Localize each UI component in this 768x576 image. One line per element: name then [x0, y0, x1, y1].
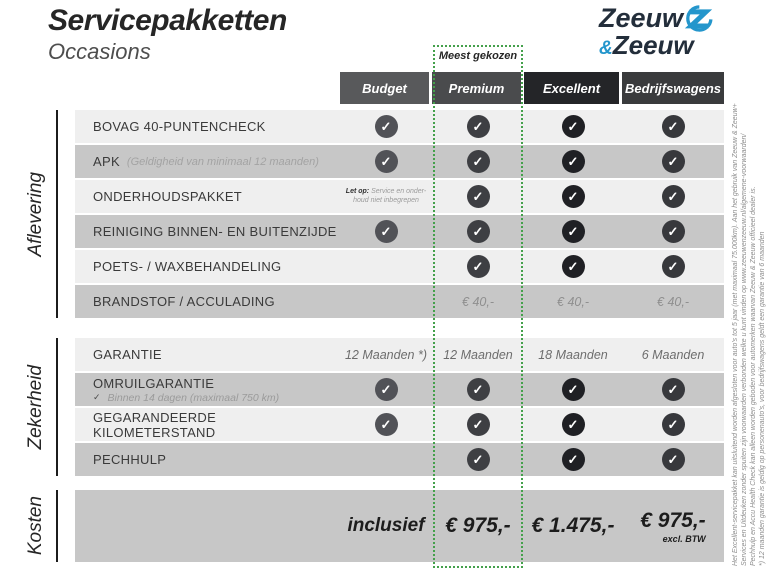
footnote-line: Pechhulp en Accu Health Check kan alleen worden geboden voor automerken waarvan Zeeuw & Zeeuw officieel dealer is. — [750, 186, 757, 566]
budget-note: Let op: Service en onder- houd niet inbegrepen — [345, 188, 427, 204]
cost-btw-note: excl. BTW — [662, 533, 706, 544]
row-label: OMRUILGARANTIE ✓ Binnen 14 dagen (maximaal 750 km) — [93, 375, 280, 404]
table-header — [75, 72, 724, 104]
check-icon: ✓ — [467, 220, 490, 243]
row-label: POETS- / WAXBEHANDELING — [93, 259, 282, 274]
section-gap — [75, 320, 724, 338]
check-icon: ✓ — [562, 378, 585, 401]
table-row-kosten — [75, 490, 724, 562]
brand-logo — [599, 5, 715, 58]
check-icon: ✓ — [662, 448, 685, 471]
check-icon: ✓ — [562, 255, 585, 278]
section-label-kosten: Kosten — [16, 490, 58, 562]
table-row-pechhulp — [75, 443, 724, 476]
logo-text-bottom: Zeeuw — [612, 30, 694, 60]
check-icon: ✓ — [562, 448, 585, 471]
footnote — [731, 60, 767, 566]
cost-premium: € 975,- — [445, 514, 511, 537]
cell-value: 6 Maanden — [641, 347, 705, 362]
column-header-budget: Budget — [340, 72, 429, 104]
table-row-omruilgarantie — [75, 373, 724, 406]
check-icon: ✓ — [467, 255, 490, 278]
check-icon: ✓ — [375, 150, 398, 173]
check-icon: ✓ — [375, 220, 398, 243]
row-label: PECHHULP — [93, 452, 167, 467]
row-label: BOVAG 40-PUNTENCHECK — [93, 119, 266, 134]
check-icon: ✓ — [662, 378, 685, 401]
check-icon: ✓ — [562, 220, 585, 243]
check-icon: ✓ — [467, 378, 490, 401]
footnote-line: *) 12 maanden garantie is geldig op personenauto's, voor bedrijfswagens geldt een garantie van 6 maanden — [759, 231, 766, 566]
title-block — [48, 4, 287, 65]
check-icon: ✓ — [93, 392, 101, 402]
table-row-brandstof — [75, 285, 724, 318]
section-label-zekerheid: Zekerheid — [16, 338, 58, 476]
check-icon: ✓ — [467, 150, 490, 173]
cost-inclusief: inclusief — [347, 515, 425, 536]
check-icon: ✓ — [467, 115, 490, 138]
check-icon: ✓ — [662, 185, 685, 208]
table-row-reiniging — [75, 215, 724, 248]
logo-ampersand: & — [599, 38, 613, 59]
row-label: BRANDSTOF / ACCULADING — [93, 294, 275, 309]
meest-gekozen-badge: Meest gekozen — [438, 50, 518, 62]
cost-bedrijfswagens: € 975,- — [640, 508, 706, 532]
check-icon: ✓ — [467, 448, 490, 471]
section-gap — [75, 478, 724, 490]
row-label: GARANTIE — [93, 347, 162, 362]
footnote-line: Het Excellent-servicepakket kan uitsluitend worden afgesloten voor auto's tot 5 jaar (met maximaal 75.000km). Aan het gebruik van Zeeuw & Zeeuw+ — [732, 103, 739, 566]
cost-bedrijfswagens-wrap — [640, 509, 705, 544]
logo-text-top: Zeeuw — [599, 3, 684, 33]
row-label: REINIGING BINNEN- EN BUITENZIJDE — [93, 224, 337, 239]
row-label — [75, 490, 340, 562]
column-header-premium: Premium — [432, 72, 521, 104]
row-note: (Geldigheid van minimaal 12 maanden) — [126, 155, 319, 168]
check-icon: ✓ — [467, 185, 490, 208]
check-icon: ✓ — [662, 150, 685, 173]
table-row-onderhoudspakket — [75, 180, 724, 213]
cell-value: € 40,- — [557, 294, 589, 309]
page-title: Servicepakketten — [48, 4, 287, 37]
page-subtitle: Occasions — [48, 39, 151, 64]
row-label: GEGARANDEERDE KILOMETERSTAND — [93, 409, 217, 440]
logo-line-2 — [599, 32, 715, 58]
check-icon: ✓ — [662, 413, 685, 436]
table-row-kilometerstand — [75, 408, 724, 441]
table-row-poets-wax — [75, 250, 724, 283]
check-icon: ✓ — [562, 413, 585, 436]
cost-excellent: € 1.475,- — [531, 514, 615, 537]
row-label: ONDERHOUDSPAKKET — [93, 189, 243, 204]
cell-value: 12 Maanden — [443, 347, 513, 362]
check-icon: ✓ — [662, 220, 685, 243]
footnote-line: Services en Uitdeuken zonder spuiten zijn voorwaarden verbonden welke u kunt vinden op www.zeeuwenzeeuw.nl/algemene-voorwaarden/ — [741, 133, 748, 566]
check-icon: ✓ — [562, 150, 585, 173]
table-row-garantie — [75, 338, 724, 371]
check-icon: ✓ — [375, 413, 398, 436]
check-icon: ✓ — [375, 115, 398, 138]
row-subnote: ✓ Binnen 14 dagen (maximaal 750 km) — [93, 391, 280, 404]
check-icon: ✓ — [562, 115, 585, 138]
check-icon: ✓ — [467, 413, 490, 436]
table-row-apk — [75, 145, 724, 178]
check-icon: ✓ — [562, 185, 585, 208]
cell-value: 18 Maanden — [538, 347, 608, 362]
check-icon: ✓ — [662, 115, 685, 138]
cell-value: 12 Maanden *) — [344, 347, 427, 362]
column-header-bedrijfswagens: Bedrijfswagens — [622, 72, 724, 104]
row-label: APK (Geldigheid van minimaal 12 maanden) — [93, 154, 319, 169]
header-spacer — [75, 72, 340, 104]
cell-value: € 40,- — [657, 294, 689, 309]
check-icon: ✓ — [375, 378, 398, 401]
cell-value: € 40,- — [462, 294, 494, 309]
column-header-excellent: Excellent — [524, 72, 619, 104]
comparison-table — [75, 72, 724, 562]
table-row-bovag — [75, 110, 724, 143]
section-label-aflevering: Aflevering — [16, 110, 58, 318]
check-icon: ✓ — [662, 255, 685, 278]
